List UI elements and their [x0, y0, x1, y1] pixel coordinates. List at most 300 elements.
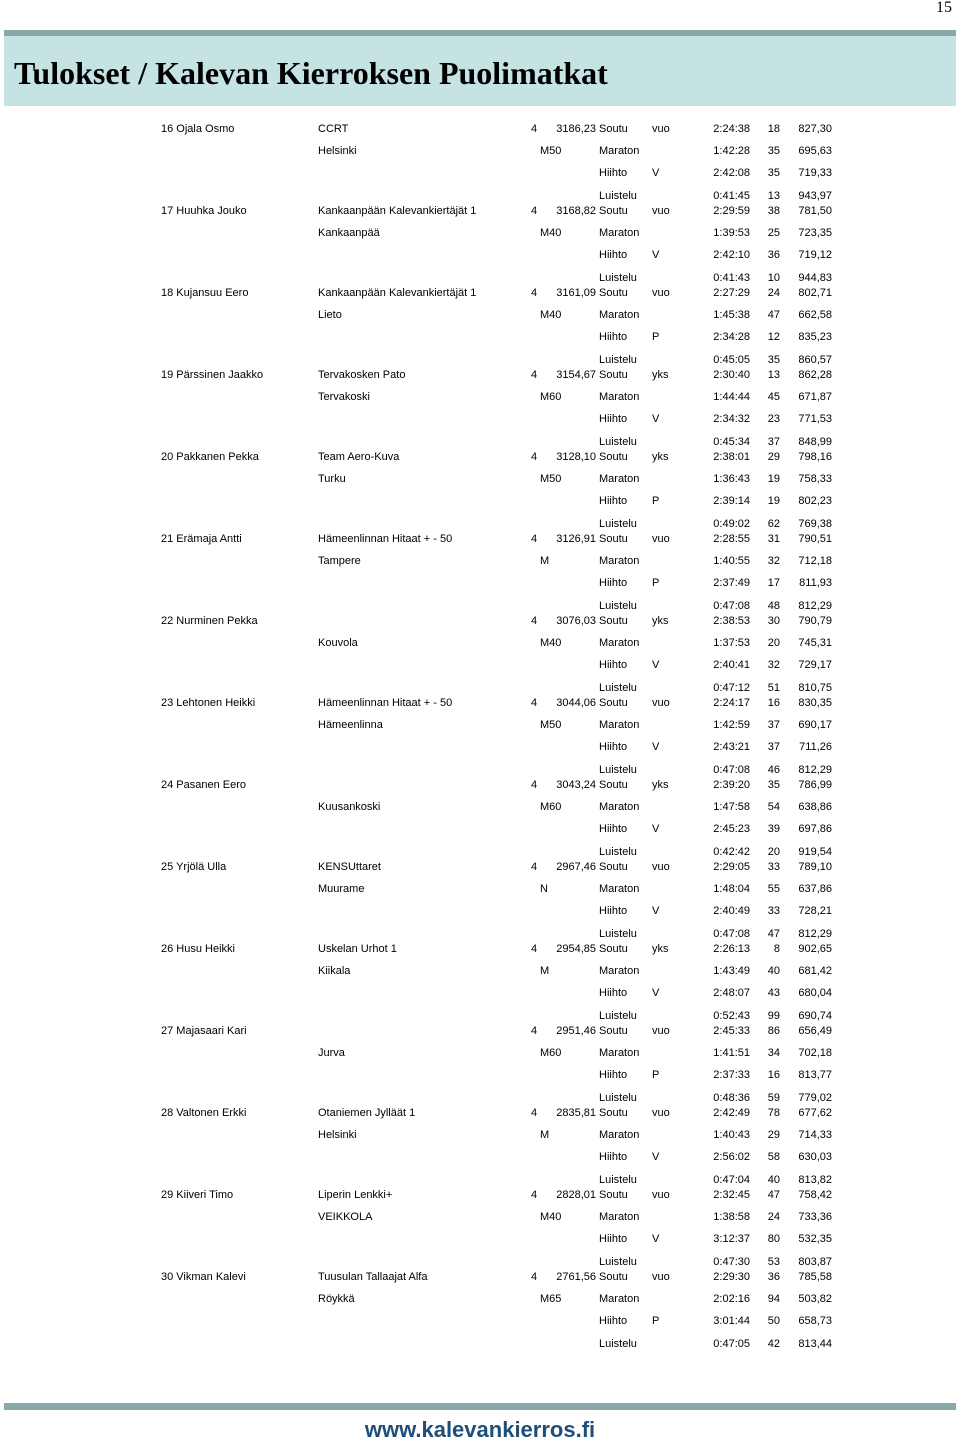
leg-points: 802,71: [798, 287, 832, 299]
leg-event: Maraton: [599, 637, 640, 649]
competitor-name: 19 Pärssinen Jaakko: [161, 369, 264, 381]
leg-points: 769,38: [798, 518, 832, 530]
leg-style: V: [652, 741, 660, 753]
leg-points: 723,35: [798, 227, 832, 239]
leg-points: 714,33: [798, 1129, 832, 1141]
leg-place: 47: [767, 928, 780, 940]
leg-style: V: [652, 905, 660, 917]
leg-time: 2:27:29: [713, 287, 750, 299]
leg-style: P: [652, 577, 660, 589]
events-count: 4: [531, 697, 538, 709]
leg-event: Soutu: [599, 533, 628, 545]
leg-style: yks: [652, 779, 669, 791]
leg-time: 2:42:10: [713, 249, 750, 261]
leg-place: 45: [767, 391, 780, 403]
leg-time: 2:38:53: [713, 615, 750, 627]
leg-event: Luistelu: [599, 436, 637, 448]
events-count: 4: [531, 1189, 538, 1201]
leg-place: 37: [767, 741, 780, 753]
leg-points: 944,83: [798, 272, 832, 284]
leg-event: Luistelu: [599, 1010, 637, 1022]
leg-points: 630,03: [798, 1151, 832, 1163]
club-name: Tuusulan Tallaajat Alfa: [318, 1271, 428, 1283]
leg-event: Maraton: [599, 473, 640, 485]
home-city: Kankaanpää: [318, 227, 380, 239]
leg-event: Luistelu: [599, 190, 637, 202]
leg-points: 812,29: [798, 600, 832, 612]
leg-points: 830,35: [798, 697, 832, 709]
leg-points: 656,49: [798, 1025, 832, 1037]
leg-time: 2:43:21: [713, 741, 750, 753]
leg-place: 35: [767, 354, 780, 366]
leg-style: yks: [652, 451, 669, 463]
leg-event: Soutu: [599, 451, 628, 463]
leg-time: 1:40:43: [713, 1129, 750, 1141]
competitor-name: 16 Ojala Osmo: [161, 123, 235, 135]
leg-time: 0:45:34: [713, 436, 750, 448]
leg-place: 25: [767, 227, 780, 239]
leg-place: 54: [767, 801, 780, 813]
age-class: M40: [540, 309, 562, 321]
leg-place: 51: [767, 682, 780, 694]
leg-event: Maraton: [599, 309, 640, 321]
events-count: 4: [531, 533, 538, 545]
total-points: 2828,01: [556, 1189, 596, 1201]
age-class: M65: [540, 1293, 562, 1305]
home-city: Röykkä: [318, 1293, 355, 1305]
age-class: M: [540, 1129, 550, 1141]
leg-style: V: [652, 413, 660, 425]
total-points: 2951,46: [556, 1025, 596, 1037]
footer-rule: [4, 1403, 956, 1410]
leg-points: 719,12: [798, 249, 832, 261]
club-name: Kankaanpään Kalevankiertäjät 1: [318, 287, 477, 299]
club-name: Hämeenlinnan Hitaat + - 50: [318, 533, 453, 545]
competitor-name: 18 Kujansuu Eero: [161, 287, 249, 299]
leg-style: yks: [652, 615, 669, 627]
leg-time: 2:42:49: [713, 1107, 750, 1119]
competitor-name: 22 Nurminen Pekka: [161, 615, 258, 627]
leg-event: Soutu: [599, 123, 628, 135]
leg-place: 42: [767, 1338, 780, 1350]
leg-time: 1:48:04: [713, 883, 750, 895]
leg-style: vuo: [652, 533, 670, 545]
leg-place: 20: [767, 846, 780, 858]
events-count: 4: [531, 943, 538, 955]
leg-style: vuo: [652, 1271, 670, 1283]
leg-place: 50: [767, 1315, 780, 1327]
leg-place: 30: [767, 615, 780, 627]
competitor-name: 23 Lehtonen Heikki: [161, 697, 256, 709]
leg-time: 0:45:05: [713, 354, 750, 366]
leg-time: 0:41:43: [713, 272, 750, 284]
leg-event: Hiihto: [599, 249, 628, 261]
leg-event: Maraton: [599, 145, 640, 157]
leg-time: 0:47:08: [713, 764, 750, 776]
leg-time: 2:26:13: [713, 943, 750, 955]
leg-event: Maraton: [599, 555, 640, 567]
leg-time: 2:38:01: [713, 451, 750, 463]
leg-event: Soutu: [599, 779, 628, 791]
events-count: 4: [531, 287, 538, 299]
leg-event: Hiihto: [599, 823, 628, 835]
leg-place: 34: [767, 1047, 780, 1059]
leg-time: 2:24:38: [713, 123, 750, 135]
leg-points: 902,65: [798, 943, 832, 955]
total-points: 3186,23: [556, 123, 596, 135]
leg-place: 80: [767, 1233, 780, 1245]
competitor-name: 17 Huuhka Jouko: [161, 205, 247, 217]
age-class: M: [540, 555, 550, 567]
leg-place: 23: [767, 413, 780, 425]
leg-time: 0:41:45: [713, 190, 750, 202]
leg-time: 2:02:16: [713, 1293, 750, 1305]
leg-event: Hiihto: [599, 659, 628, 671]
competitor-name: 20 Pakkanen Pekka: [161, 451, 259, 463]
leg-event: Hiihto: [599, 1151, 628, 1163]
leg-time: 2:34:28: [713, 331, 750, 343]
leg-time: 0:47:04: [713, 1174, 750, 1186]
leg-points: 680,04: [798, 987, 832, 999]
leg-time: 0:52:43: [713, 1010, 750, 1022]
leg-points: 803,87: [798, 1256, 832, 1268]
leg-style: V: [652, 1151, 660, 1163]
leg-style: P: [652, 331, 660, 343]
leg-time: 2:48:07: [713, 987, 750, 999]
leg-style: V: [652, 167, 660, 179]
events-count: 4: [531, 1271, 538, 1283]
footer-url[interactable]: www.kalevankierros.fi: [364, 1417, 596, 1442]
competitor-name: 30 Vikman Kalevi: [161, 1271, 246, 1283]
leg-points: 798,16: [798, 451, 832, 463]
home-city: Kiikala: [318, 965, 351, 977]
home-city: Tampere: [318, 555, 361, 567]
events-count: 4: [531, 1107, 538, 1119]
leg-place: 40: [767, 1174, 780, 1186]
competitor-name: 28 Valtonen Erkki: [161, 1107, 247, 1119]
leg-time: 2:34:32: [713, 413, 750, 425]
total-points: 3044,06: [556, 697, 596, 709]
leg-time: 1:38:58: [713, 1211, 750, 1223]
leg-place: 39: [767, 823, 780, 835]
leg-style: V: [652, 1233, 660, 1245]
leg-time: 1:39:53: [713, 227, 750, 239]
leg-event: Maraton: [599, 227, 640, 239]
home-city: Kuusankoski: [318, 801, 381, 813]
leg-event: Soutu: [599, 615, 628, 627]
total-points: 3154,67: [556, 369, 596, 381]
page-title: Tulokset / Kalevan Kierroksen Puolimatkat: [14, 55, 608, 91]
age-class: M: [540, 965, 550, 977]
leg-time: 2:29:30: [713, 1271, 750, 1283]
leg-event: Hiihto: [599, 1233, 628, 1245]
home-city: Turku: [318, 473, 346, 485]
leg-points: 532,35: [798, 1233, 832, 1245]
leg-points: 789,10: [798, 861, 832, 873]
leg-time: 0:47:08: [713, 928, 750, 940]
leg-points: 702,18: [798, 1047, 832, 1059]
leg-event: Soutu: [599, 697, 628, 709]
leg-event: Hiihto: [599, 331, 628, 343]
home-city: Helsinki: [318, 145, 357, 157]
age-class: M60: [540, 391, 562, 403]
club-name: KENSUttaret: [318, 861, 381, 873]
leg-style: vuo: [652, 123, 670, 135]
leg-place: 58: [767, 1151, 780, 1163]
leg-style: yks: [652, 369, 669, 381]
leg-time: 2:24:17: [713, 697, 750, 709]
age-class: M60: [540, 801, 562, 813]
leg-time: 2:29:59: [713, 205, 750, 217]
club-name: CCRT: [318, 123, 349, 135]
events-count: 4: [531, 1025, 538, 1037]
age-class: M50: [540, 473, 562, 485]
leg-points: 827,30: [798, 123, 832, 135]
leg-place: 10: [767, 272, 780, 284]
leg-style: vuo: [652, 287, 670, 299]
leg-event: Soutu: [599, 287, 628, 299]
leg-time: 1:43:49: [713, 965, 750, 977]
leg-place: 33: [767, 905, 780, 917]
leg-place: 86: [767, 1025, 780, 1037]
leg-place: 47: [767, 309, 780, 321]
leg-style: vuo: [652, 1107, 670, 1119]
leg-event: Luistelu: [599, 1338, 637, 1350]
leg-points: 813,44: [798, 1338, 832, 1350]
leg-points: 637,86: [798, 883, 832, 895]
leg-points: 712,18: [798, 555, 832, 567]
club-name: Kankaanpään Kalevankiertäjät 1: [318, 205, 477, 217]
leg-time: 3:01:44: [713, 1315, 750, 1327]
leg-event: Maraton: [599, 1047, 640, 1059]
leg-place: 37: [767, 436, 780, 448]
leg-place: 99: [767, 1010, 780, 1022]
leg-event: Luistelu: [599, 764, 637, 776]
leg-event: Soutu: [599, 1189, 628, 1201]
leg-time: 2:45:33: [713, 1025, 750, 1037]
leg-points: 729,17: [798, 659, 832, 671]
leg-points: 919,54: [798, 846, 832, 858]
leg-event: Luistelu: [599, 354, 637, 366]
leg-place: 37: [767, 719, 780, 731]
leg-event: Luistelu: [599, 928, 637, 940]
leg-points: 503,82: [798, 1293, 832, 1305]
total-points: 2761,56: [556, 1271, 596, 1283]
club-name: Uskelan Urhot 1: [318, 943, 397, 955]
leg-points: 728,21: [798, 905, 832, 917]
events-count: 4: [531, 861, 538, 873]
leg-time: 1:40:55: [713, 555, 750, 567]
leg-points: 677,62: [798, 1107, 832, 1119]
leg-place: 8: [773, 943, 780, 955]
leg-place: 16: [767, 1069, 780, 1081]
leg-points: 695,63: [798, 145, 832, 157]
leg-points: 812,29: [798, 928, 832, 940]
leg-place: 12: [767, 331, 780, 343]
leg-place: 40: [767, 965, 780, 977]
leg-time: 2:42:08: [713, 167, 750, 179]
leg-time: 2:29:05: [713, 861, 750, 873]
age-class: N: [540, 883, 548, 895]
age-class: M50: [540, 145, 562, 157]
leg-event: Luistelu: [599, 1256, 637, 1268]
total-points: 3043,24: [556, 779, 596, 791]
home-city: VEIKKOLA: [318, 1211, 373, 1223]
leg-event: Luistelu: [599, 1092, 637, 1104]
leg-place: 35: [767, 167, 780, 179]
events-count: 4: [531, 615, 538, 627]
leg-place: 13: [767, 369, 780, 381]
leg-points: 719,33: [798, 167, 832, 179]
leg-time: 2:39:14: [713, 495, 750, 507]
leg-points: 638,86: [798, 801, 832, 813]
club-name: Team Aero-Kuva: [318, 451, 400, 463]
leg-points: 862,28: [798, 369, 832, 381]
age-class: M50: [540, 719, 562, 731]
competitor-name: 25 Yrjölä Ulla: [161, 861, 227, 873]
leg-time: 1:42:28: [713, 145, 750, 157]
leg-place: 19: [767, 473, 780, 485]
leg-place: 78: [767, 1107, 780, 1119]
leg-points: 860,57: [798, 354, 832, 366]
leg-event: Luistelu: [599, 846, 637, 858]
leg-style: yks: [652, 943, 669, 955]
competitor-name: 27 Majasaari Kari: [161, 1025, 247, 1037]
leg-points: 758,42: [798, 1189, 832, 1201]
leg-place: 53: [767, 1256, 780, 1268]
leg-time: 1:42:59: [713, 719, 750, 731]
events-count: 4: [531, 779, 538, 791]
competitor-name: 26 Husu Heikki: [161, 943, 235, 955]
leg-time: 1:45:38: [713, 309, 750, 321]
leg-place: 24: [767, 287, 780, 299]
leg-time: 1:37:53: [713, 637, 750, 649]
leg-place: 59: [767, 1092, 780, 1104]
total-points: 3126,91: [556, 533, 596, 545]
leg-event: Maraton: [599, 883, 640, 895]
leg-event: Soutu: [599, 861, 628, 873]
leg-place: 46: [767, 764, 780, 776]
leg-place: 94: [767, 1293, 780, 1305]
leg-style: vuo: [652, 1025, 670, 1037]
leg-style: vuo: [652, 1189, 670, 1201]
leg-event: Soutu: [599, 943, 628, 955]
club-name: Otaniemen Jylläät 1: [318, 1107, 416, 1119]
home-city: Lieto: [318, 309, 342, 321]
leg-style: V: [652, 249, 660, 261]
leg-event: Hiihto: [599, 167, 628, 179]
total-points: 3128,10: [556, 451, 596, 463]
leg-place: 36: [767, 249, 780, 261]
leg-points: 758,33: [798, 473, 832, 485]
home-city: Jurva: [318, 1047, 345, 1059]
home-city: Helsinki: [318, 1129, 357, 1141]
age-class: M40: [540, 227, 562, 239]
leg-event: Soutu: [599, 1025, 628, 1037]
leg-event: Maraton: [599, 719, 640, 731]
leg-time: 0:48:36: [713, 1092, 750, 1104]
leg-points: 690,17: [798, 719, 832, 731]
leg-event: Soutu: [599, 1271, 628, 1283]
leg-style: vuo: [652, 697, 670, 709]
leg-time: 0:47:12: [713, 682, 750, 694]
total-points: 2835,81: [556, 1107, 596, 1119]
leg-points: 745,31: [798, 637, 832, 649]
leg-place: 38: [767, 205, 780, 217]
leg-place: 36: [767, 1271, 780, 1283]
events-count: 4: [531, 369, 538, 381]
leg-event: Luistelu: [599, 600, 637, 612]
leg-time: 2:37:49: [713, 577, 750, 589]
leg-place: 17: [767, 577, 780, 589]
leg-style: P: [652, 495, 660, 507]
age-class: M40: [540, 637, 562, 649]
leg-points: 790,79: [798, 615, 832, 627]
leg-points: 813,82: [798, 1174, 832, 1186]
leg-place: 55: [767, 883, 780, 895]
leg-place: 31: [767, 533, 780, 545]
leg-time: 2:32:45: [713, 1189, 750, 1201]
total-points: 2967,46: [556, 861, 596, 873]
total-points: 3168,82: [556, 205, 596, 217]
leg-time: 2:56:02: [713, 1151, 750, 1163]
leg-time: 1:41:51: [713, 1047, 750, 1059]
home-city: Muurame: [318, 883, 365, 895]
leg-place: 62: [767, 518, 780, 530]
total-points: 2954,85: [556, 943, 596, 955]
leg-event: Hiihto: [599, 741, 628, 753]
leg-event: Soutu: [599, 205, 628, 217]
leg-points: 781,50: [798, 205, 832, 217]
leg-points: 810,75: [798, 682, 832, 694]
leg-style: vuo: [652, 205, 670, 217]
leg-event: Luistelu: [599, 682, 637, 694]
leg-points: 835,23: [798, 331, 832, 343]
leg-points: 802,23: [798, 495, 832, 507]
leg-place: 32: [767, 555, 780, 567]
leg-style: vuo: [652, 861, 670, 873]
leg-event: Maraton: [599, 965, 640, 977]
leg-place: 29: [767, 451, 780, 463]
club-name: Hämeenlinnan Hitaat + - 50: [318, 697, 453, 709]
leg-style: P: [652, 1069, 660, 1081]
leg-time: 0:49:02: [713, 518, 750, 530]
leg-points: 943,97: [798, 190, 832, 202]
leg-event: Hiihto: [599, 495, 628, 507]
leg-time: 0:47:30: [713, 1256, 750, 1268]
leg-style: V: [652, 823, 660, 835]
total-points: 3076,03: [556, 615, 596, 627]
leg-points: 681,42: [798, 965, 832, 977]
events-count: 4: [531, 123, 538, 135]
leg-place: 16: [767, 697, 780, 709]
leg-event: Hiihto: [599, 1069, 628, 1081]
leg-points: 690,74: [798, 1010, 832, 1022]
leg-place: 32: [767, 659, 780, 671]
competitor-name: 21 Erämaja Antti: [161, 533, 242, 545]
club-name: Liperin Lenkki+: [318, 1189, 393, 1201]
events-count: 4: [531, 451, 538, 463]
leg-time: 2:28:55: [713, 533, 750, 545]
home-city: Tervakoski: [318, 391, 370, 403]
competitor-name: 24 Pasanen Eero: [161, 779, 247, 791]
leg-style: V: [652, 659, 660, 671]
leg-place: 13: [767, 190, 780, 202]
leg-event: Maraton: [599, 1293, 640, 1305]
leg-event: Hiihto: [599, 1315, 628, 1327]
leg-points: 811,93: [799, 577, 832, 589]
leg-time: 0:47:05: [713, 1338, 750, 1350]
